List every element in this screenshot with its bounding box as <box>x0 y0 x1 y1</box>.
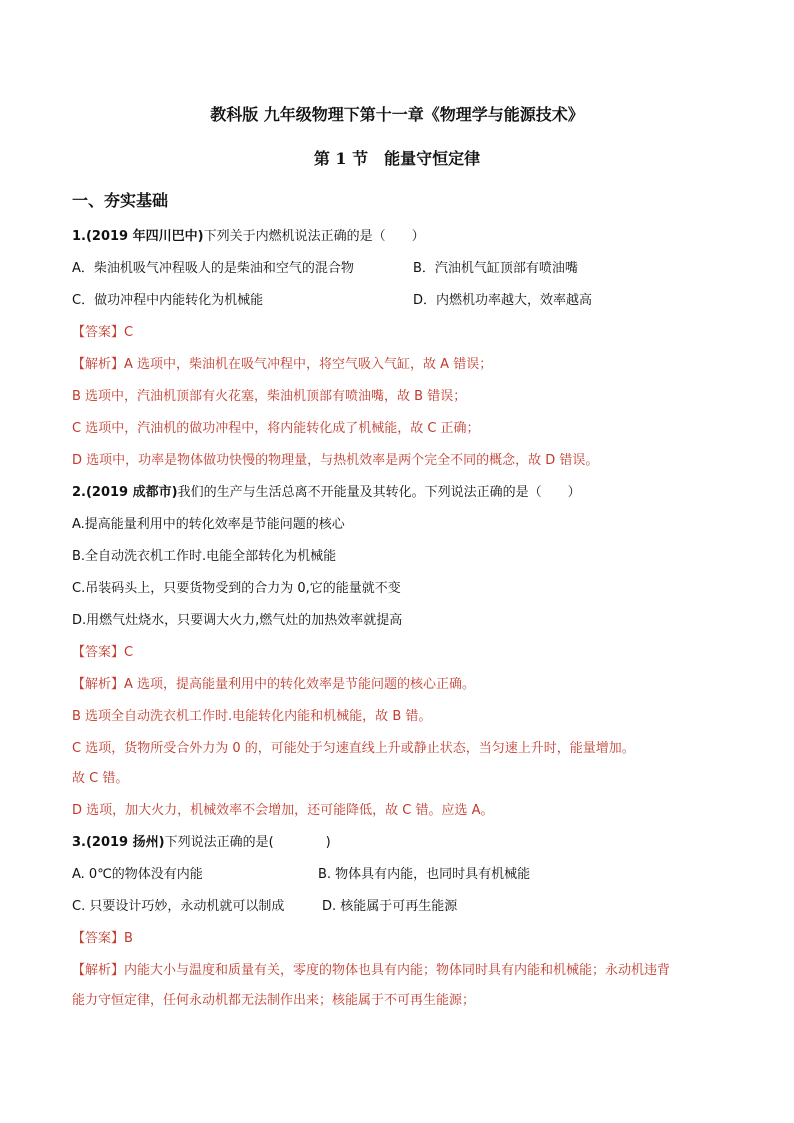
analysis-line: C 选项，货物所受合外力为 0 的，可能处于匀速直线上升或静止状态，当匀速上升时，能量增加。 <box>72 741 635 756</box>
option-b: B．汽油机气缸顶部有喷油嘴 <box>413 261 578 276</box>
option-a: A.提高能量利用中的转化效率是节能问题的核心 <box>72 517 345 532</box>
option-c: C.吊装码头上，只要货物受到的合力为 0,它的能量就不变 <box>72 581 401 596</box>
analysis-line: D 选项，加大火力，机械效率不会增加，还可能降低，故 C 错。应选 A。 <box>72 803 494 818</box>
answer-line <box>72 930 133 948</box>
question-source: (2019 成都市) <box>85 485 178 500</box>
analysis-line <box>72 676 475 694</box>
option-b: B.全自动洗衣机工作时.电能全部转化为机械能 <box>72 549 337 564</box>
question-2-stem <box>72 484 581 502</box>
option-d: D．内燃机功率越大，效率越高 <box>413 293 593 308</box>
answer-value: B <box>124 931 133 946</box>
option-b: B. 物体具有内能，也同时具有机械能 <box>318 867 531 882</box>
analysis-line: D 选项中，功率是物体做功快慢的物理量，与热机效率是两个完全不同的概念，故 D 错误。 <box>72 453 599 468</box>
analysis-label: 【解析】 <box>72 677 125 692</box>
analysis-line: 能力守恒定律，任何永动机都无法制作出来；核能属于不可再生能源； <box>72 993 476 1008</box>
answer-label: 【答案】 <box>72 645 125 660</box>
question-text: 下列说法正确的是( ) <box>164 835 331 850</box>
question-source: (2019 年四川巴中) <box>85 229 204 244</box>
answer-value: C <box>124 645 134 660</box>
option-a: A. 0℃的物体没有内能 <box>72 867 203 882</box>
question-text: 我们的生产与生活总离不开能量及其转化。下列说法正确的是（ ） <box>177 485 581 500</box>
document-title: 教科版 九年级物理下第十一章《物理学与能源技术》 <box>210 105 584 124</box>
question-text: 下列关于内燃机说法正确的是（ ） <box>203 229 425 244</box>
analysis-line <box>72 356 492 374</box>
analysis-text: A 选项中，柴油机在吸气冲程中，将空气吸入气缸，故 A 错误； <box>124 357 493 372</box>
answer-label: 【答案】 <box>72 931 125 946</box>
section-subtitle: 第 1 节 能量守恒定律 <box>313 149 481 168</box>
option-c: C．做功冲程中内能转化为机械能 <box>72 293 264 308</box>
analysis-line: C 选项中，汽油机的做功冲程中，将内能转化成了机械能，故 C 正确； <box>72 421 480 436</box>
question-number: 2. <box>72 485 86 500</box>
analysis-line: B 选项全自动洗衣机工作时.电能转化内能和机械能，故 B 错。 <box>72 709 432 724</box>
analysis-text: A 选项，提高能量利用中的转化效率是节能问题的核心正确。 <box>124 677 476 692</box>
option-c: C. 只要设计巧妙，永动机就可以制成 <box>72 899 285 914</box>
analysis-text: 内能大小与温度和质量有关，零度的物体也具有内能；物体同时具有内能和机械能；永动机违背 <box>124 963 671 978</box>
question-1-stem <box>72 228 425 246</box>
part-heading: 一、夯实基础 <box>72 191 169 210</box>
option-a: A．柴油机吸气冲程吸人的是柴油和空气的混合物 <box>72 261 354 276</box>
answer-line <box>72 324 133 342</box>
analysis-label: 【解析】 <box>72 357 125 372</box>
answer-line <box>72 644 133 662</box>
analysis-line: 故 C 错。 <box>72 771 129 786</box>
question-number: 1. <box>72 229 86 244</box>
question-3-stem <box>72 834 331 852</box>
option-d: D.用燃气灶烧水，只要调大火力,燃气灶的加热效率就提高 <box>72 613 403 628</box>
analysis-line: B 选项中，汽油机顶部有火花塞，柴油机顶部有喷油嘴，故 B 错误； <box>72 389 467 404</box>
answer-value: C <box>124 325 134 340</box>
question-source: (2019 扬州) <box>85 835 165 850</box>
analysis-line <box>72 962 670 980</box>
analysis-label: 【解析】 <box>72 963 125 978</box>
question-number: 3. <box>72 835 86 850</box>
option-d: D. 核能属于可再生能源 <box>322 899 458 914</box>
answer-label: 【答案】 <box>72 325 125 340</box>
